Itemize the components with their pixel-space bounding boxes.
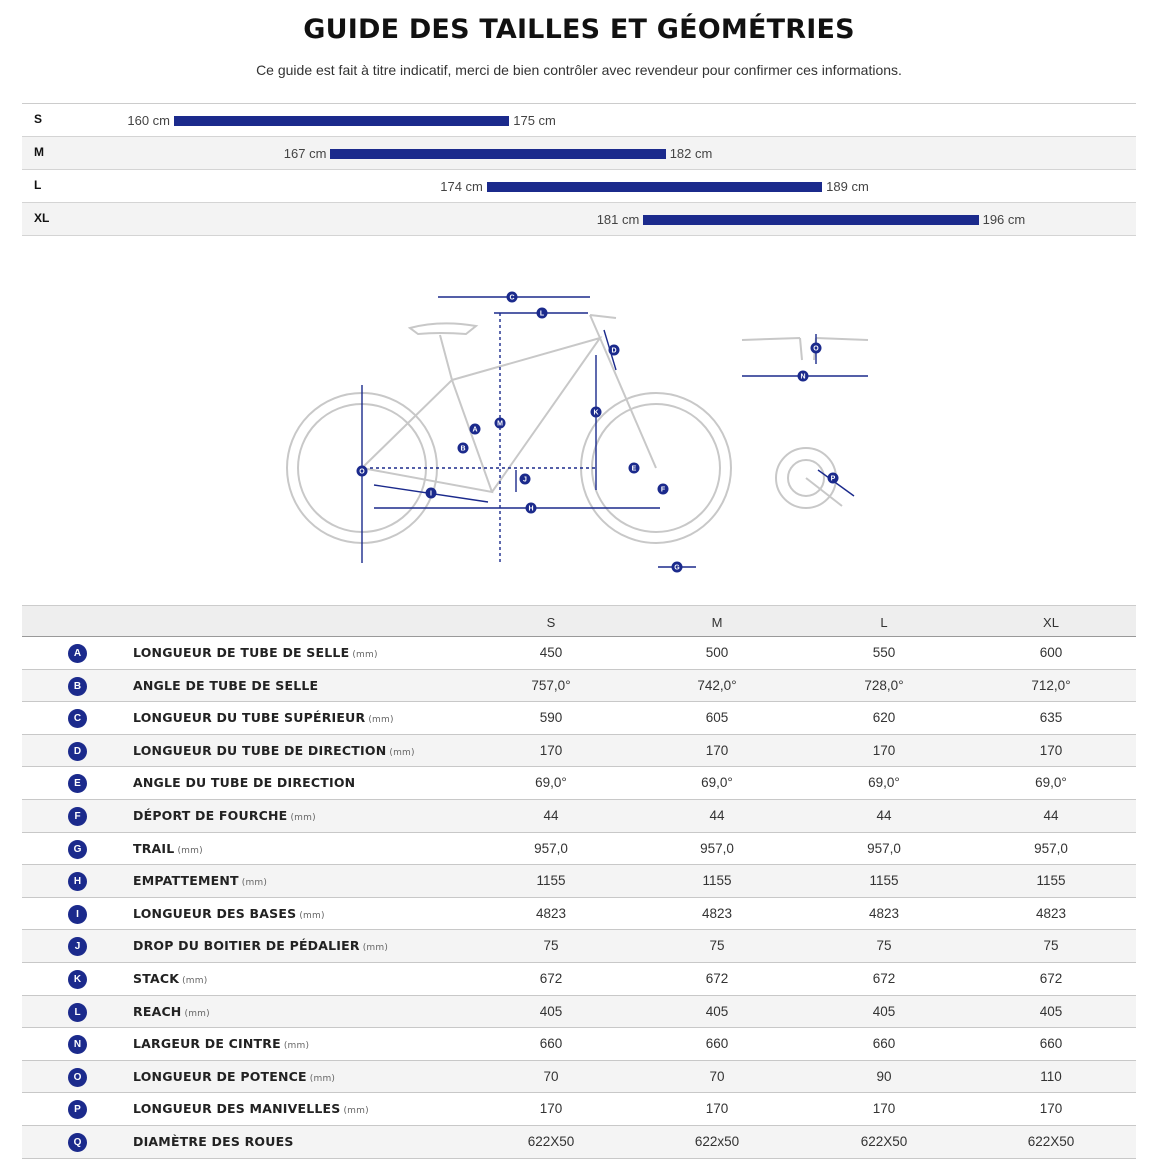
row-code-badge: Q	[68, 1133, 87, 1152]
table-row	[22, 1126, 1136, 1159]
table-cell: 75	[543, 938, 559, 954]
row-label-text: ANGLE DE TUBE DE SELLE	[133, 677, 319, 693]
table-cell: 69,0°	[1035, 775, 1067, 791]
diagram-badge-label: C	[509, 294, 515, 302]
table-cell: 405	[872, 1003, 896, 1019]
row-unit: (mm)	[290, 812, 316, 823]
row-code-badge: E	[68, 774, 87, 793]
row-label	[133, 678, 321, 693]
table-cell: 957,0	[534, 840, 568, 856]
row-label-text: DROP DU BOITIER DE PÉDALIER	[133, 938, 360, 954]
range-bar	[330, 149, 665, 159]
column-header-l: L	[880, 615, 888, 630]
row-unit: (mm)	[182, 975, 208, 986]
row-label-text: REACH	[133, 1003, 182, 1019]
table-cell: 4823	[868, 905, 900, 921]
table-cell: 1155	[1036, 873, 1066, 889]
row-label	[133, 645, 378, 660]
row-label-text: LONGUEUR DU TUBE SUPÉRIEUR	[133, 710, 366, 726]
table-cell: 170	[1039, 1101, 1063, 1117]
row-label	[133, 971, 207, 986]
table-cell: 4823	[535, 905, 567, 921]
table-cell: 450	[539, 645, 563, 660]
size-range-row	[22, 104, 1136, 137]
diagram-badge-label: M	[497, 420, 503, 428]
row-unit: (mm)	[343, 1106, 369, 1117]
table-cell: 1155	[702, 873, 732, 889]
table-cell: 957,0	[700, 840, 734, 856]
table-cell: 957,0	[867, 840, 901, 856]
size-range-row	[22, 170, 1136, 203]
row-code-badge: K	[68, 970, 87, 989]
row-code-badge: B	[68, 677, 87, 696]
row-unit: (mm)	[362, 943, 389, 954]
row-label-text: DÉPORT DE FOURCHE	[133, 807, 288, 823]
table-cell: 70	[543, 1068, 559, 1084]
row-label	[133, 1069, 335, 1084]
diagram-badge-label: B	[460, 445, 466, 453]
table-cell: 170	[539, 1101, 563, 1117]
range-max: 182 cm	[669, 146, 713, 161]
row-code-badge: H	[68, 872, 87, 891]
table-cell: 44	[709, 807, 725, 823]
row-label	[133, 808, 316, 823]
table-row	[22, 898, 1136, 931]
row-code-badge: O	[68, 1068, 87, 1087]
table-cell: 44	[1043, 807, 1059, 823]
row-label	[133, 1101, 369, 1116]
range-bar	[643, 215, 978, 225]
table-cell: 70	[709, 1068, 725, 1084]
table-cell: 90	[876, 1068, 892, 1084]
seatpost	[440, 335, 452, 380]
row-label-text: LONGUEUR DES BASES	[133, 905, 297, 921]
row-label-text: ANGLE DU TUBE DE DIRECTION	[133, 775, 356, 791]
table-cell: 742,0°	[697, 677, 737, 693]
table-cell: 672	[539, 970, 563, 986]
row-unit: (mm)	[389, 747, 415, 758]
table-cell: 69,0°	[868, 775, 900, 791]
range-min: 167 cm	[283, 146, 327, 161]
table-cell: 672	[872, 970, 896, 986]
diagram-badge-label: K	[593, 409, 599, 417]
row-label	[133, 841, 203, 856]
range-min: 174 cm	[440, 179, 483, 194]
table-cell: 170	[705, 1101, 729, 1117]
diagram-badge-label: N	[800, 373, 806, 381]
row-unit: (mm)	[283, 1041, 310, 1052]
table-cell: 622X50	[1027, 1133, 1075, 1149]
row-code-badge: G	[68, 840, 87, 859]
table-cell: 622X50	[860, 1133, 908, 1149]
row-label	[133, 1036, 309, 1051]
page-title: GUIDE DES TAILLES ET GÉOMÉTRIES	[303, 14, 855, 45]
row-label-text: STACK	[133, 970, 180, 986]
table-cell: 605	[705, 710, 729, 726]
row-label-text: LONGUEUR DU TUBE DE DIRECTION	[133, 742, 387, 758]
diagram-badge-label: O	[813, 345, 819, 353]
row-code-badge: I	[68, 905, 87, 924]
row-label-text: LARGEUR DE CINTRE	[133, 1036, 281, 1052]
table-cell: 622x50	[694, 1133, 740, 1149]
table-cell: 170	[539, 742, 563, 758]
row-code-badge: L	[68, 1003, 87, 1022]
table-header	[22, 605, 1136, 637]
diagram-badge-label: H	[528, 505, 534, 513]
table-row	[22, 996, 1136, 1029]
range-bar	[174, 116, 509, 126]
range-min: 181 cm	[596, 212, 640, 227]
diagram-badge-label: E	[631, 465, 637, 473]
range-max: 189 cm	[826, 179, 869, 194]
table-row	[22, 1028, 1136, 1061]
row-unit: (mm)	[368, 715, 394, 726]
table-cell: 620	[872, 710, 896, 726]
row-label-text: DIAMÈTRE DES ROUES	[133, 1133, 294, 1149]
table-cell: 1155	[869, 873, 899, 889]
table-cell: 75	[709, 938, 725, 954]
table-cell: 660	[705, 1036, 729, 1052]
size-name: XL	[34, 211, 50, 225]
table-row	[22, 865, 1136, 898]
row-label-text: EMPATTEMENT	[133, 873, 239, 889]
table-row	[22, 800, 1136, 833]
row-label-text: LONGUEUR DE POTENCE	[133, 1068, 307, 1084]
table-row	[22, 735, 1136, 768]
table-cell: 660	[539, 1036, 563, 1052]
saddle	[410, 323, 476, 334]
table-cell: 170	[705, 742, 729, 758]
table-row	[22, 930, 1136, 963]
row-unit: (mm)	[309, 1073, 336, 1084]
column-header-xl: XL	[1043, 615, 1059, 630]
row-label	[133, 775, 358, 790]
diagram-badge-label: F	[660, 486, 666, 494]
table-cell: 635	[1039, 710, 1063, 726]
row-label	[133, 1004, 210, 1019]
table-row	[22, 1061, 1136, 1094]
table-cell: 712,0°	[1031, 677, 1071, 693]
column-header-m: M	[711, 615, 723, 630]
table-cell: 44	[543, 807, 559, 823]
table-row	[22, 702, 1136, 735]
range-max: 196 cm	[982, 212, 1026, 227]
diagram-badge-label: L	[539, 310, 545, 318]
row-code-badge: D	[68, 742, 87, 761]
diagram-badge-label: P	[830, 475, 836, 483]
row-label-text: TRAIL	[133, 840, 175, 856]
row-label	[133, 873, 267, 888]
table-row	[22, 963, 1136, 996]
table-cell: 4823	[701, 905, 733, 921]
stem	[590, 315, 616, 318]
range-max: 175 cm	[513, 113, 556, 128]
row-label	[133, 1134, 297, 1149]
table-cell: 405	[539, 1003, 563, 1019]
page-subtitle: Ce guide est fait à titre indicatif, merci de bien contrôler avec revendeur pour confirmer ces informations.	[256, 62, 902, 78]
diagram-badge-label: D	[611, 347, 617, 355]
row-unit: (mm)	[299, 910, 325, 921]
row-code-badge: J	[68, 937, 87, 956]
diagram-badge-label: I	[430, 490, 432, 498]
row-unit: (mm)	[177, 845, 203, 856]
bike-geometry-diagram	[270, 270, 880, 580]
diagram-badge-label: O	[359, 468, 365, 476]
table-cell: 622X50	[527, 1133, 575, 1149]
size-range-list	[22, 103, 1136, 236]
row-unit: (mm)	[184, 1008, 210, 1019]
size-range-row	[22, 203, 1136, 236]
table-cell: 590	[539, 710, 563, 726]
table-cell: 728,0°	[864, 677, 904, 693]
frame	[362, 315, 656, 492]
table-row	[22, 767, 1136, 800]
table-row	[22, 670, 1136, 703]
table-cell: 600	[1039, 645, 1063, 660]
range-bar	[487, 182, 822, 192]
table-cell: 75	[1043, 938, 1059, 954]
column-header-s: S	[546, 615, 556, 630]
size-name: L	[34, 178, 42, 192]
table-cell: 170	[872, 742, 896, 758]
row-label	[133, 710, 394, 725]
table-cell: 69,0°	[701, 775, 733, 791]
row-label-text: LONGUEUR DES MANIVELLES	[133, 1101, 341, 1117]
table-cell: 672	[1039, 970, 1063, 986]
table-row	[22, 833, 1136, 866]
table-cell: 660	[872, 1036, 896, 1052]
row-code-badge: C	[68, 709, 87, 728]
table-cell: 170	[872, 1101, 896, 1117]
table-cell: 957,0	[1034, 840, 1068, 856]
range-min: 160 cm	[127, 113, 170, 128]
row-code-badge: P	[68, 1100, 87, 1119]
table-cell: 4823	[1035, 905, 1067, 921]
row-code-badge: F	[68, 807, 87, 826]
diagram-badge-label: J	[523, 476, 527, 484]
table-cell: 405	[1039, 1003, 1063, 1019]
row-label	[133, 743, 415, 758]
size-name: S	[34, 112, 43, 126]
row-unit: (mm)	[241, 878, 268, 889]
handlebar-topview	[742, 338, 868, 360]
table-cell: 69,0°	[535, 775, 567, 791]
table-cell: 110	[1040, 1068, 1062, 1084]
row-code-badge: N	[68, 1035, 87, 1054]
row-label	[133, 938, 388, 953]
table-cell: 75	[876, 938, 892, 954]
table-cell: 1155	[536, 873, 566, 889]
table-row	[22, 1093, 1136, 1126]
row-label	[133, 906, 325, 921]
table-cell: 405	[705, 1003, 729, 1019]
table-cell: 660	[1039, 1036, 1063, 1052]
table-cell: 170	[1039, 742, 1063, 758]
row-label-text: LONGUEUR DE TUBE DE SELLE	[133, 645, 350, 660]
row-code-badge: A	[68, 644, 87, 663]
table-cell: 500	[705, 645, 729, 660]
diagram-badge-label: G	[674, 564, 680, 572]
diagram-badge-label: A	[472, 426, 478, 434]
row-unit: (mm)	[352, 650, 378, 660]
table-cell: 44	[876, 807, 892, 823]
geometry-table	[22, 605, 1136, 1159]
table-cell: 550	[872, 645, 896, 660]
table-row	[22, 637, 1136, 670]
size-range-row	[22, 137, 1136, 170]
table-cell: 672	[705, 970, 729, 986]
table-cell: 757,0°	[531, 677, 571, 693]
size-name: M	[34, 145, 44, 159]
